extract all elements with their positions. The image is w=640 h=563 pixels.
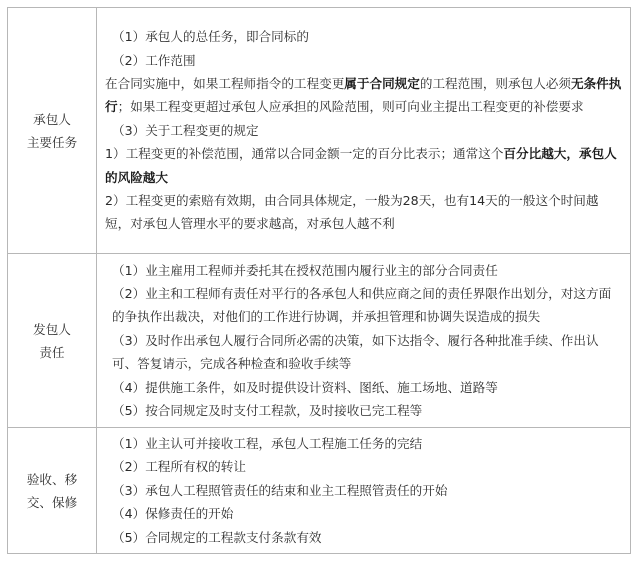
content-item: （3）关于工程变更的规定 [112, 122, 259, 138]
content-item: （1）业主认可并接收工程，承包人工程施工任务的完结 [112, 436, 423, 451]
row-label-line: 交、保修 [26, 494, 78, 510]
row-label [8, 428, 97, 554]
text-segment: 2）工程变更的索赔有效期，由合同具体规定，一般为28天，也有14天的一般这个时间越短，对承包人管理水平的要求越高，对承包人越不利 [105, 193, 599, 232]
content-item [105, 142, 622, 189]
contract-responsibility-table [7, 7, 631, 554]
text-segment: 的工程范围，则承包人必须 [419, 75, 571, 91]
content-item: （1）业主雇用工程师并委托其在授权范围内履行业主的部分合同责任 [112, 262, 498, 278]
content-item: （4）保修责任的开始 [112, 506, 234, 522]
content-item: （5）按合同规定及时支付工程款，及时接收已完工程等 [112, 403, 423, 419]
row-content [97, 8, 631, 254]
content-item: （3）承包人工程照管责任的结束和业主工程照管责任的开始 [112, 482, 448, 498]
text-segment: （2）业主和工程师有责任对平行的各承包人和供应商之间的责任界限作出划分，对这方面的争执作出裁决，对他们的工作进行协调，并承担管理和协调失误造成的损失 [112, 285, 612, 325]
row-label-line: 责任 [39, 344, 65, 360]
table-row [8, 254, 631, 428]
text-segment: ；如果工程变更超过承包人应承担的风险范围，则可向业主提出工程变更的补偿要求 [117, 99, 584, 115]
table-row [8, 428, 631, 554]
content-item [105, 329, 622, 376]
content-item: （2）工作范围 [112, 52, 196, 68]
row-label [8, 254, 97, 428]
content-item: （2）工程所有权的转让 [112, 459, 246, 475]
bold-emphasis: 百分比越大，承包人的风险越大 [105, 146, 617, 185]
content-item [105, 189, 622, 236]
row-content [97, 428, 631, 554]
text-segment: （3）及时作出承包人履行合同所必需的决策，如下达指令、履行各种批准手续、作出认可、答复请示，完成各种检查和验收手续等 [112, 332, 599, 372]
table-row [8, 8, 631, 254]
content-item [105, 72, 622, 119]
content-item: （5）合同规定的工程款支付条款有效 [112, 529, 322, 545]
row-label-line: 验收、移 [26, 471, 78, 487]
content-item: （4）提供施工条件，如及时提供设计资料、图纸、施工场地、道路等 [112, 379, 498, 395]
row-label-line: 主要任务 [26, 134, 78, 150]
content-item: （1）承包人的总任务，即合同标的 [112, 29, 309, 45]
text-segment: 在合同实施中，如果工程师指令的工程变更 [105, 75, 345, 91]
bold-emphasis: 无条件执行 [105, 75, 622, 115]
row-label-line: 承包人 [33, 111, 71, 127]
text-segment: 1）工程变更的补偿范围，通常以合同金额一定的百分比表示；通常这个 [105, 146, 504, 162]
row-label-line: 发包人 [33, 321, 71, 337]
row-content [97, 254, 631, 428]
table-body [8, 8, 631, 554]
content-item [105, 282, 622, 329]
bold-emphasis: 属于合同规定 [344, 75, 420, 91]
row-label [8, 8, 97, 254]
